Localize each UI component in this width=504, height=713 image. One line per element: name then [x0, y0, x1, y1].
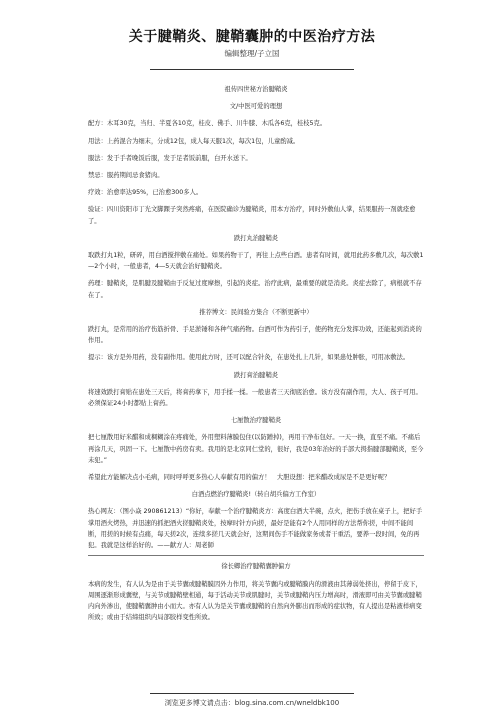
section-subtitle-1: 文/中医可爱的理想 — [229, 103, 283, 111]
footer-blog-link[interactable]: 浏览更多博文请点击：blog.sina.com.cn/wneldbk100 — [164, 699, 340, 707]
section-title-1: 祖传四世秘方治腱鞘炎 — [224, 86, 288, 93]
article-body — [88, 84, 424, 623]
paragraph: 把七厘散用好米醋和成稠糊涂在疼痛处，外用塑料薄膜包住(以防蹭掉)，再用干净布包好。一天一换，直至不痛。不痛后再涂几天，巩固一下。七厘散中药房有卖。我用的是北京同仁堂的，很好，我是03年治好的手部大拇指腱部腱鞘炎，至今未犯。” — [88, 434, 424, 464]
paragraph: 希望此方能解决点小毛病，同时呼呼更多热心人奉献有用的偏方！ 大胆设想：把米醋改成尿是不是更好呢？ — [88, 474, 391, 482]
paragraph: 热心网友：（图小焱 290861213）“你好，奉献一个治疗腱鞘炎方：高度白酒大半碗，点火，把伤手放在桌子上，把好手掌用酒火烤热，并迅速的抓把酒火搓腱鞘炎处，按摩时针方向搓，最好是能有2个人用同样的方法帮你搓，中间不能间断，用搓的时候有点痛，每天搓2次，连续多搓几天就会好，这期间伤手不能做家务或者干重活，要养一段时间，免的再犯。我就是这样治好的。——献方人：周老師 — [88, 508, 423, 550]
paragraph: 将速效跌打膏贴在患处三天后，将膏药拿下，用手揉一揉。一般患者三天彻底治愈。该方没有副作用，大人、孩子可用。必须保证24小时都贴上膏药。 — [88, 388, 422, 408]
paragraph: 验证：四川资阳市丁光文脚踝子突然疼痛，在医院确诊为腱鞘炎，用本方治疗，同时外敷仙人掌，结果服药一剂就痊愈了。 — [88, 206, 416, 225]
paragraph: 本病的发生，有人认为是由于关节囊或腱鞘膜因外力作用，将关节囊内或腱鞘膜内的滑液由其薄弱处挤出，停留于皮下，周围逐渐形成囊壁，与关节或腱鞘壁相通，每于活动关节或肌腱时，关节或腱鞘内压力增高时，滑液即可由关节囊或腱鞘内向外渗出，使腱鞘囊肿由小而大。亦有人认为是关节囊或腱鞘的自然向外膨出而形成的症状物，有人提出是粘液样病变所致；或由于结缔组织内局部胶样变性所致。 — [88, 580, 422, 622]
section-title-7: 徐长卿治疗腱鞘囊肿偏方 — [221, 563, 291, 571]
document-title: 关于腱鞘炎、腱鞘囊肿的中医治疗方法 — [128, 29, 376, 45]
paragraph: 取跌打丸1粒，研碎，用白酒搅拌敷在痛处。如果药物干了，再往上点些白酒。患者有时间，就用此药多敷几次，每次敷1—2个小时，一般患者，4—5天就会治好腱鞘炎。 — [88, 252, 424, 271]
section-title-2: 跌打丸治腱鞘炎 — [233, 234, 279, 242]
paragraph: 药理：腱鞘炎，是肌腱及腱鞘由于反复过度摩擦，引起的炎症。治疗此病，最重要的就是消炎。炎症去除了，病根就不存在了。 — [88, 280, 422, 299]
paragraph: 服法：发于手者晚饭后服，发于足者饭前服，白开水送下。 — [88, 154, 252, 162]
paragraph: 跌打丸，是常用的治疗伤筋折骨、手足淤锤和各种气痛药物。白酒可作为药引子，使药物充分发挥功效，还能起到消炎的作用。 — [88, 326, 422, 345]
paragraph: 禁忌：服药期间忌食猪肉。 — [88, 172, 164, 180]
section-title-6: 白酒点燃治疗腱鞘炎!（转自胡兵偏方工作室） — [191, 491, 321, 499]
paragraph: 疗效：治愈率达95%，已治愈300多人。 — [88, 189, 203, 197]
paragraph: 用法：上药混合为细末，分成12包，成人每天服1次，每次1包，儿童酌减。 — [88, 137, 300, 145]
paragraph: 提示：该方是外用药，没有副作用。使用此方时，还可以配合针灸，在患处扎上几针，如果患处肿胀，可用冰敷法。 — [88, 354, 410, 362]
section-title-4: 跌打膏治腱鞘炎 — [233, 371, 279, 379]
top-divider — [150, 69, 354, 70]
section-divider — [88, 555, 424, 556]
section-title-3[interactable]: 推荐博文：民间验方集合（不断更新中） — [199, 308, 313, 316]
bottom-divider — [150, 693, 354, 694]
section-title-5: 七厘散治疗腱鞘炎 — [230, 417, 282, 425]
paragraph: 配方：木耳30克，当归、半夏各10克，桂皮、佛手、川牛膝、木瓜各6克，桂枝5克。 — [88, 120, 327, 128]
editor-line: 编辑整理/子立国 — [224, 49, 280, 58]
